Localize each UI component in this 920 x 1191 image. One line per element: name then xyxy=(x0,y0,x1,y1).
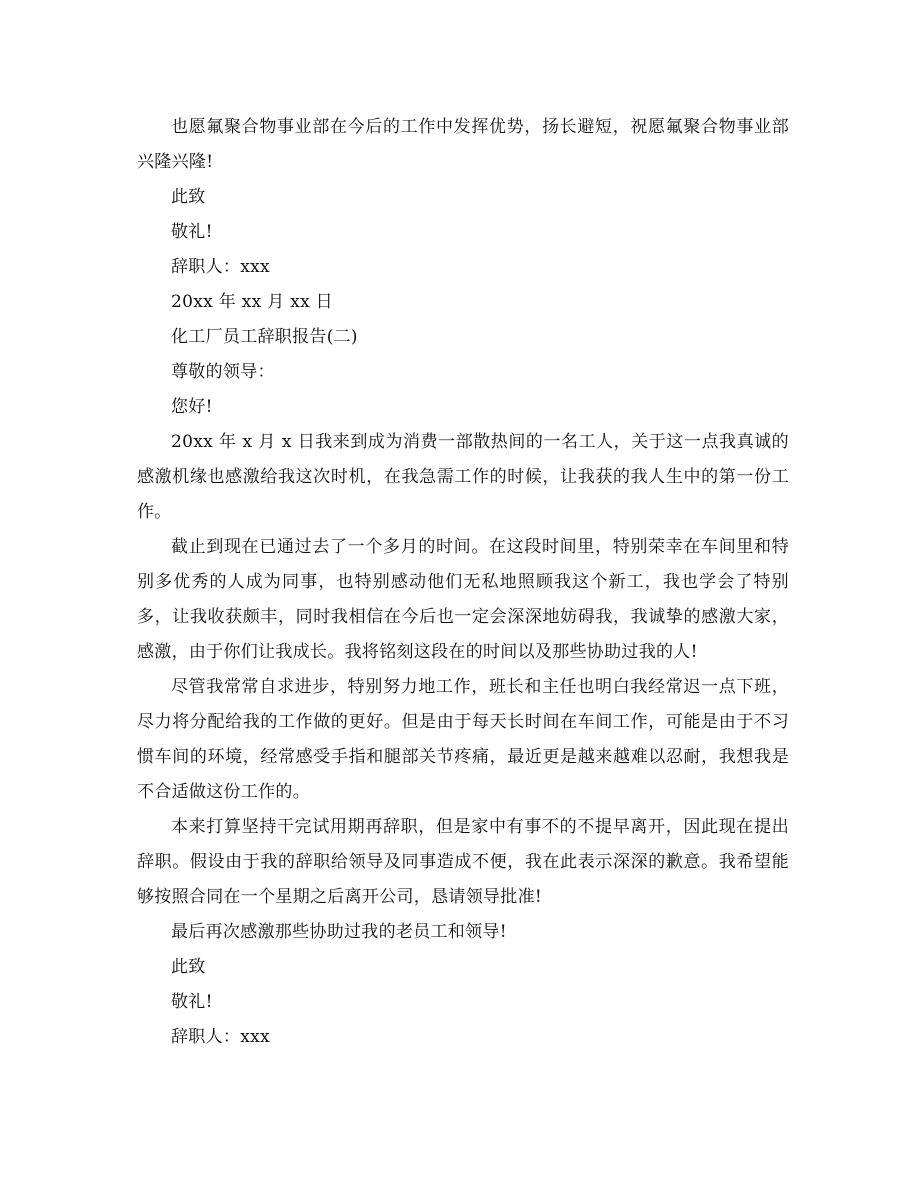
salutation-cizhi-2: 此致 xyxy=(171,957,206,977)
section-title: 化工厂员工辞职报告(二) xyxy=(171,327,358,347)
greeting-hello: 您好! xyxy=(171,397,213,417)
signature-line-2: 辞职人：xxx xyxy=(171,1027,270,1047)
body-paragraph-request: 本来打算坚持干完试用期再辞职，但是家中有事不的不提早离开，因此现在提出辞职。假设由于我的辞职给领导及同事造成不便，我在此表示深深的歉意。我希望能够按照合同在一个星期之后离开公司，恳请领导批准! xyxy=(137,817,789,907)
body-paragraph-reason: 尽管我常常自求进步，特别努力地工作，班长和主任也明白我经常迟一点下班，尽力将分配给我的工作做的更好。但是由于每天长时间在车间工作，可能是由于不习惯车间的环境，经常感受手指和腿部关节疼痛，最近更是越来越难以忍耐，我想我是不合适做这份工作的。 xyxy=(137,677,789,802)
body-paragraph-intro: 20xx 年 x 月 x 日我来到成为消费一部散热间的一名工人，关于这一点我真诚的感激机缘也感激给我这次时机，在我急需工作的时候，让我获的我人生中的第一份工作。 xyxy=(137,432,789,522)
date-line: 20xx 年 xx 月 xx 日 xyxy=(171,292,333,312)
salutation-jingli-2: 敬礼! xyxy=(171,992,213,1012)
greeting-addressee: 尊敬的领导： xyxy=(171,362,275,382)
document-body xyxy=(137,110,789,1055)
closing-wish-paragraph: 也愿氟聚合物事业部在今后的工作中发挥优势，扬长避短，祝愿氟聚合物事业部兴隆兴隆! xyxy=(137,117,789,172)
salutation-jingli: 敬礼! xyxy=(171,222,213,242)
body-paragraph-gratitude: 截止到现在已通过去了一个多月的时间。在这段时间里，特别荣幸在车间里和特别多优秀的人成为同事，也特别感动他们无私地照顾我这个新工，我也学会了特别多，让我收获颇丰，同时我相信在今后也一定会深深地妨碍我，我诚挚的感激大家，感激，由于你们让我成长。我将铭刻这段在的时间以及那些协助过我的人! xyxy=(137,537,789,662)
body-paragraph-thanks: 最后再次感激那些协助过我的老员工和领导! xyxy=(171,922,507,942)
signature-line: 辞职人：xxx xyxy=(171,257,270,277)
salutation-cizhi: 此致 xyxy=(171,187,206,207)
